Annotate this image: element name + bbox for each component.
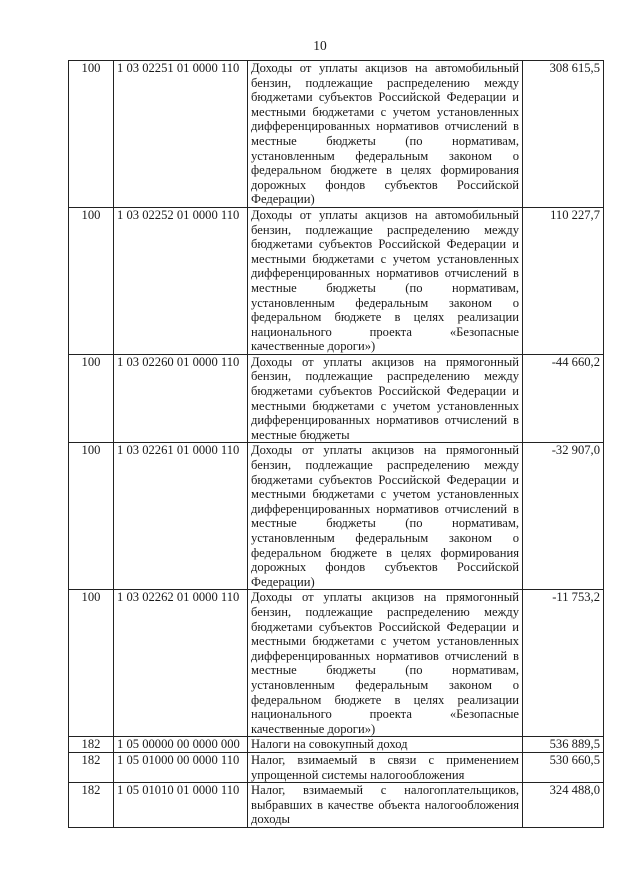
revenue-name-cell: Доходы от уплаты акцизов на прямогонный бензин, подлежащие распределению между бюджетами субъектов Российской Федерации и местными бюджетами с учетом установленных дифференцированных нормативов отчислений в местные бюджеты (по нормативам, установленным федеральным законом о федеральном бюджете в целях реализации национального проекта «Безопасные качественные дороги») (248, 590, 523, 737)
revenue-code-cell: 1 03 02252 01 0000 110 (114, 207, 248, 354)
revenue-code-cell: 1 03 02251 01 0000 110 (114, 61, 248, 208)
admin-code-cell: 100 (69, 590, 114, 737)
revenue-code-cell: 1 03 02261 01 0000 110 (114, 443, 248, 590)
admin-code-cell: 100 (69, 443, 114, 590)
admin-code-cell: 182 (69, 783, 114, 828)
table-row (69, 61, 604, 208)
table-row (69, 443, 604, 590)
admin-code-cell: 100 (69, 207, 114, 354)
amount-cell: -44 660,2 (523, 354, 604, 443)
revenue-code-cell: 1 03 02262 01 0000 110 (114, 590, 248, 737)
table-row (69, 354, 604, 443)
amount-cell: 324 488,0 (523, 783, 604, 828)
table-row (69, 590, 604, 737)
amount-cell: 110 227,7 (523, 207, 604, 354)
revenue-name-cell: Доходы от уплаты акцизов на прямогонный бензин, подлежащие распределению между бюджетами субъектов Российской Федерации и местными бюджетами с учетом установленных дифференцированных нормативов отчислений в местные бюджеты (по нормативам, установленным федеральным законом о федеральном бюджете в целях формирования дорожных фондов субъектов Российской Федерации) (248, 443, 523, 590)
table-row (69, 783, 604, 828)
page-number: 10 (313, 38, 327, 53)
revenue-name-cell: Доходы от уплаты акцизов на автомобильный бензин, подлежащие распределению между бюджетами субъектов Российской Федерации и местными бюджетами с учетом установленных дифференцированных нормативов отчислений в местные бюджеты (по нормативам, установленным федеральным законом о федеральном бюджете в целях реализации национального проекта «Безопасные качественные дороги») (248, 207, 523, 354)
revenue-name-cell: Доходы от уплаты акцизов на автомобильный бензин, подлежащие распределению между бюджетами субъектов Российской Федерации и местными бюджетами с учетом установленных дифференцированных нормативов отчислений в местные бюджеты (по нормативам, установленным федеральным законом о федеральном бюджете в целях формирования дорожных фондов субъектов Российской Федерации) (248, 61, 523, 208)
amount-cell: 530 660,5 (523, 752, 604, 782)
revenue-code-cell: 1 05 01010 01 0000 110 (114, 783, 248, 828)
admin-code-cell: 100 (69, 61, 114, 208)
admin-code-cell: 100 (69, 354, 114, 443)
revenue-code-cell: 1 05 01000 00 0000 110 (114, 752, 248, 782)
admin-code-cell: 182 (69, 752, 114, 782)
revenue-code-cell: 1 05 00000 00 0000 000 (114, 737, 248, 753)
amount-cell: -11 753,2 (523, 590, 604, 737)
table-row (69, 752, 604, 782)
revenue-name-cell: Налоги на совокупный доход (248, 737, 523, 753)
table-row (69, 737, 604, 753)
revenue-name-cell: Налог, взимаемый с налогоплательщиков, выбравших в качестве объекта налогообложения доходы (248, 783, 523, 828)
amount-cell: 536 889,5 (523, 737, 604, 753)
revenue-code-cell: 1 03 02260 01 0000 110 (114, 354, 248, 443)
revenue-name-cell: Налог, взимаемый в связи с применением упрощенной системы налогообложения (248, 752, 523, 782)
revenue-name-cell: Доходы от уплаты акцизов на прямогонный бензин, подлежащие распределению между бюджетами субъектов Российской Федерации и местными бюджетами с учетом установленных дифференцированных нормативов отчислений в местные бюджеты (248, 354, 523, 443)
admin-code-cell: 182 (69, 737, 114, 753)
table-row (69, 207, 604, 354)
amount-cell: -32 907,0 (523, 443, 604, 590)
amount-cell: 308 615,5 (523, 61, 604, 208)
budget-revenue-table (68, 60, 604, 828)
